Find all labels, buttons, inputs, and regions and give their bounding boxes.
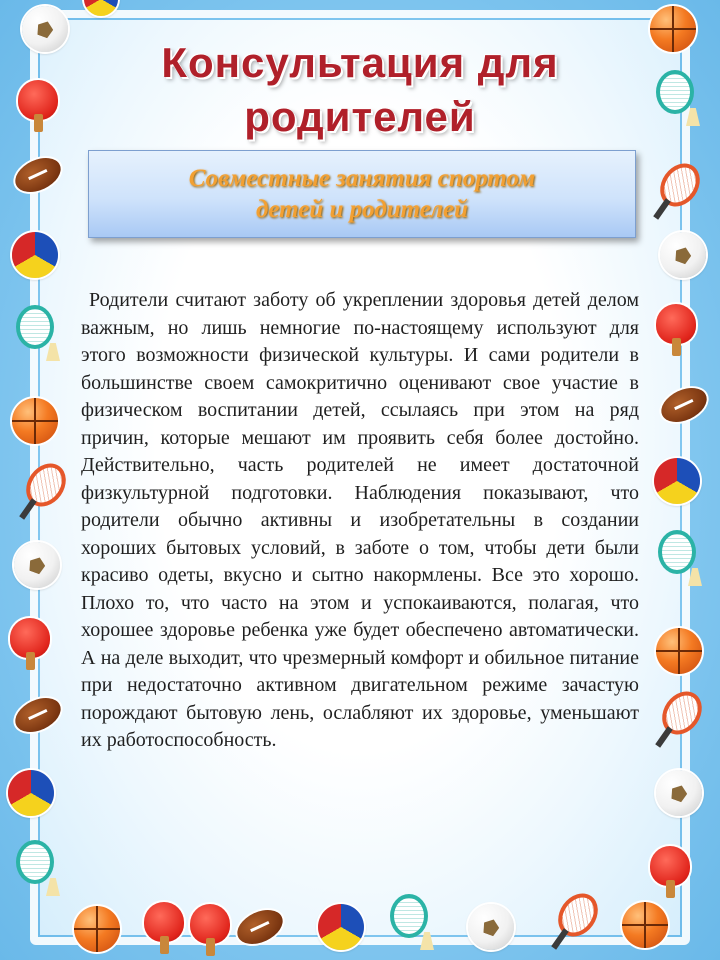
volleyball-icon [8, 770, 54, 816]
ping-pong-paddle-icon [190, 904, 230, 944]
title-line-2: родителей [244, 93, 476, 140]
body-paragraph: Родители считают заботу об укреплении здоровья детей делом важным, но лишь немногие по-настоящему используют для этого возможности физической культуры. И сами родители в большинстве своем самокритично оценивают свое участие в физическом воспитании детей, ссылаясь при этом на ряд причин, которые мешают им проявить себя более достойно. Действительно, часть родителей не имеет достаточной физкультурной подготовки. Наблюдения показывают, что родители обычно активны и изобретательны в создании хороших бытовых условий, в заботе о том, чтобы дети были красиво одеты, вкусно и сытно накормлены. Все это хорошо. Плохо то, что часто на этом и успокаиваются, полагая, что хорошее здоровье ребенка уже будет обеспечено автоматически. А на деле выходит, что чрезмерный комфорт и обильное питание при недостаточно активном двигательном режиме зачастую порождают бытовую лень, ослабляют их здоровье, уменьшают их работоспособность. [81, 289, 639, 751]
subtitle-banner [88, 150, 636, 238]
badminton-racket-icon [16, 840, 54, 884]
subtitle-line-2: детей и родителей [255, 196, 469, 223]
soccer-ball-icon [14, 542, 60, 588]
ping-pong-paddle-icon [144, 902, 184, 942]
subtitle [132, 163, 592, 225]
subtitle-line-1: Совместные занятия спортом [188, 165, 536, 192]
basketball-icon [656, 628, 702, 674]
soccer-ball-icon [660, 232, 706, 278]
volleyball-icon [12, 232, 58, 278]
badminton-racket-icon [390, 894, 428, 938]
basketball-icon [12, 398, 58, 444]
basketball-icon [74, 906, 120, 952]
basketball-icon [622, 902, 668, 948]
soccer-ball-icon [656, 770, 702, 816]
badminton-racket-icon [658, 530, 696, 574]
page-title [60, 36, 660, 144]
badminton-racket-icon [656, 70, 694, 114]
volleyball-icon [654, 458, 700, 504]
title-line-1: Консультация для [161, 39, 559, 86]
volleyball-icon [318, 904, 364, 950]
badminton-racket-icon [16, 305, 54, 349]
ping-pong-paddle-icon [10, 618, 50, 658]
ping-pong-paddle-icon [656, 304, 696, 344]
ping-pong-paddle-icon [650, 846, 690, 886]
soccer-ball-icon [468, 904, 514, 950]
ping-pong-paddle-icon [18, 80, 58, 120]
